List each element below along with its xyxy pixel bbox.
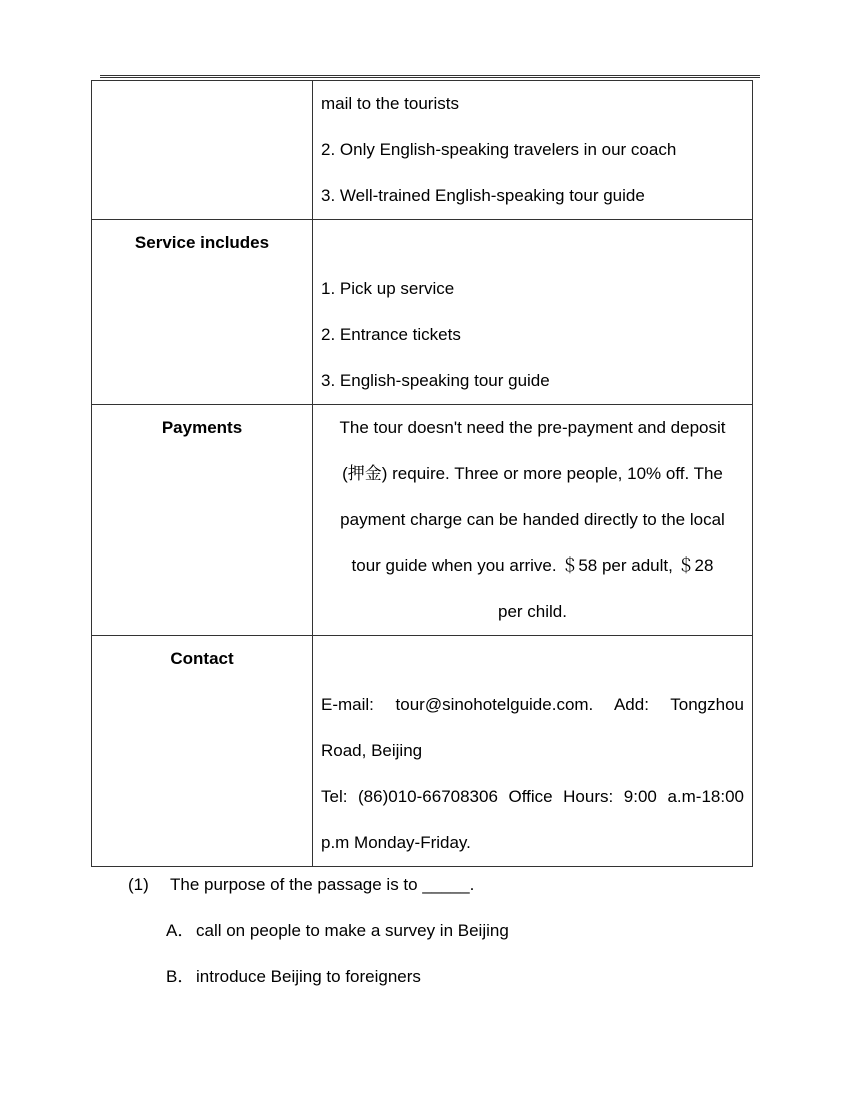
option-text: introduce Beijing to foreigners [196, 967, 421, 986]
question-number: (1) [128, 875, 149, 894]
blank-line [313, 220, 752, 266]
content-line: (押金) require. Three or more people, 10% off. The [342, 464, 723, 483]
row-content-cell [313, 81, 753, 220]
content-line: p.m Monday-Friday. [321, 833, 471, 852]
content-line: E-mail: tour@sinohotelguide.com. Add: Tongzhou [321, 695, 744, 714]
content-line: payment charge can be handed directly to the local [340, 510, 725, 529]
question-text: The purpose of the passage is to _____. [170, 875, 475, 894]
row-label-cell [92, 81, 313, 220]
row-label-cell [92, 220, 313, 405]
row-content-cell [313, 405, 753, 636]
row-content-cell [313, 636, 753, 867]
option-text: call on people to make a survey in Beijing [196, 921, 509, 940]
content-line: The tour doesn't need the pre-payment and deposit [339, 418, 726, 437]
content-line: Road, Beijing [321, 741, 423, 760]
table-row [92, 220, 753, 405]
row-label-contact: Contact [170, 649, 234, 668]
table-row [92, 405, 753, 636]
row-label-cell [92, 405, 313, 636]
content-line: 3. Well-trained English-speaking tour guide [321, 186, 645, 205]
row-content-cell [313, 220, 753, 405]
row-label-payments: Payments [161, 418, 243, 437]
content-line: per child. [498, 602, 567, 621]
option-letter: A． [166, 921, 195, 940]
content-line: Tel: (86)010-66708306 Office Hours: 9:00 a.m-18:00 [321, 787, 744, 806]
content-line: 2. Only English-speaking travelers in our coach [321, 140, 677, 159]
content-line: 2. Entrance tickets [321, 325, 461, 344]
option-b [128, 954, 768, 1000]
option-a [128, 908, 768, 954]
option-letter: B． [166, 967, 195, 986]
content-line: mail to the tourists [321, 94, 459, 113]
question-stem [128, 862, 768, 908]
table-row [92, 636, 753, 867]
blank-line [313, 636, 752, 682]
row-label-cell [92, 636, 313, 867]
tour-info-table [91, 80, 753, 867]
content-line: 3. English-speaking tour guide [321, 371, 550, 390]
content-line: 1. Pick up service [321, 279, 455, 298]
row-label-service-includes: Service includes [134, 233, 270, 252]
table-row [92, 81, 753, 220]
header-rule [100, 75, 760, 78]
question-block [128, 862, 768, 1000]
content-line: tour guide when you arrive. ＄58 per adult, ＄28 [351, 556, 714, 575]
